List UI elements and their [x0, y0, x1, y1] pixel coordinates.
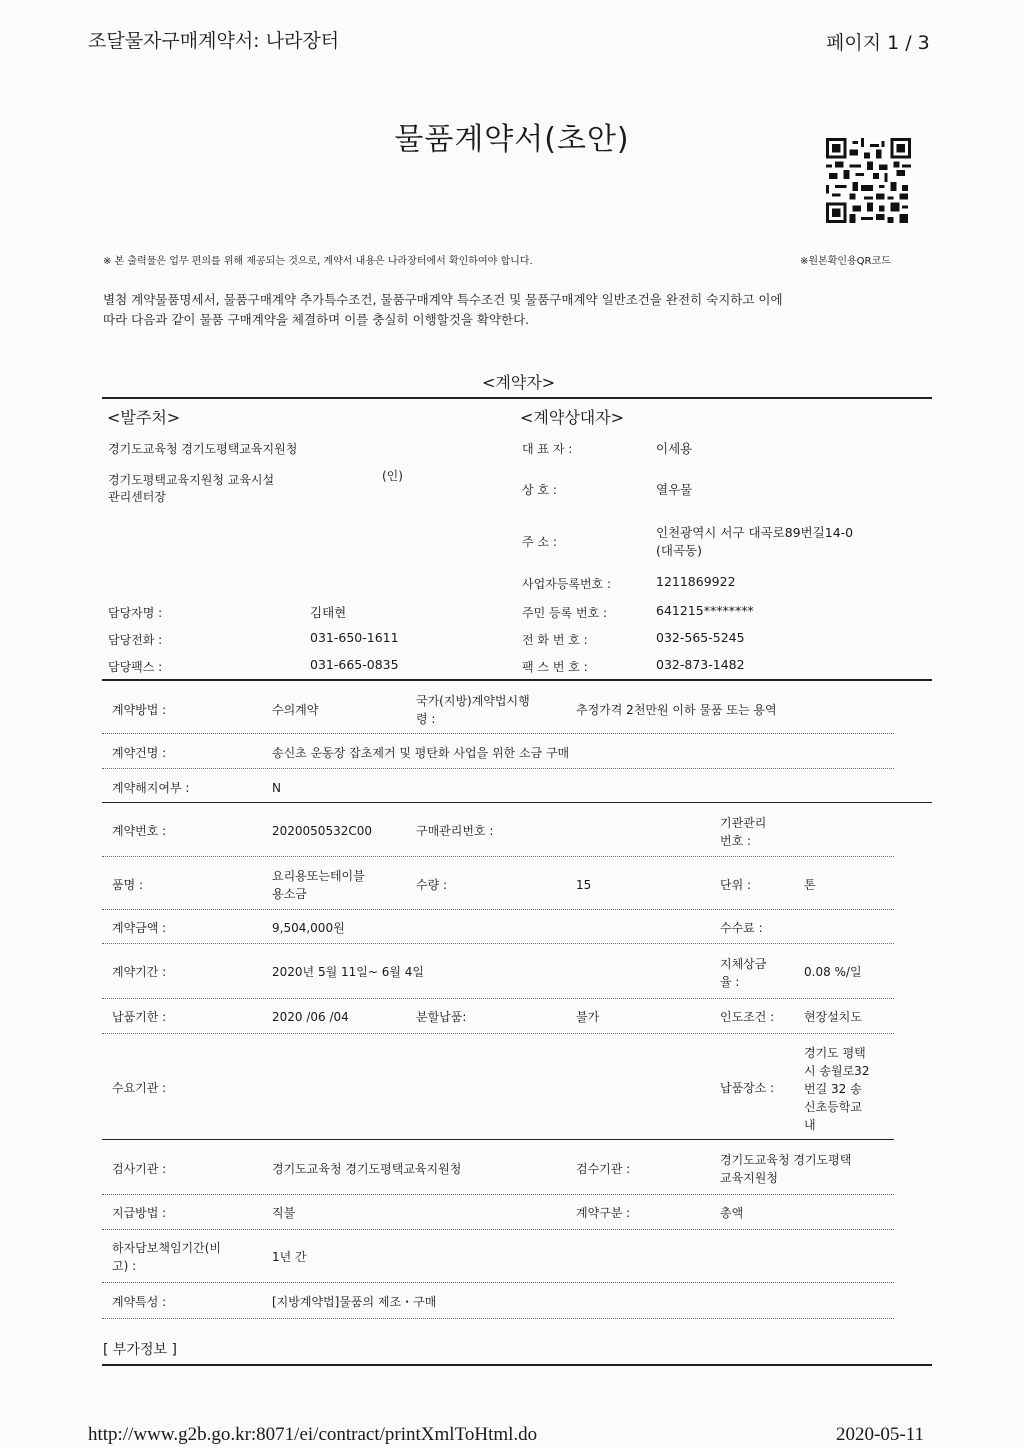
deadline-label: 납품기한 : — [112, 1010, 167, 1024]
fee-label: 수수료 : — [720, 921, 763, 935]
contractor-heading: <계약자> — [482, 373, 556, 392]
amount-label: 계약금액 : — [112, 921, 167, 935]
payment-value: 직불 — [272, 1206, 296, 1220]
inspect-value: 경기도교육청 경기도평택교육지원청 — [272, 1162, 462, 1176]
cp-fax-label: 팩 스 번 호 : — [522, 660, 588, 674]
payment-label: 지급방법 : — [112, 1206, 167, 1220]
receive-value-1: 경기도교육청 경기도평택 — [720, 1153, 852, 1167]
bizno-value: 1211869922 — [656, 574, 736, 589]
cp-phone-label: 전 화 번 호 : — [522, 633, 588, 647]
place-line-2: 시 송월로32 — [804, 1064, 870, 1078]
period-label: 계약기간 : — [112, 965, 167, 979]
warranty-value: 1년 간 — [272, 1250, 307, 1264]
receive-value-2: 교육지원청 — [720, 1171, 778, 1185]
place-line-5: 내 — [804, 1118, 816, 1132]
qr-code — [826, 138, 911, 223]
notice-text: ※ 본 출력물은 업무 편의를 위해 제공되는 것으로, 계약서 내용은 나라장터에서 확인하여야 합니다. — [103, 256, 533, 267]
law-label-2: 령 : — [416, 712, 436, 726]
amount-value: 9,504,000원 — [272, 921, 345, 935]
place-line-4: 신초등학교 — [804, 1100, 862, 1114]
contract-number-value: 2020050532C00 — [272, 824, 372, 838]
orderer-name-line-1: 경기도평택교육지원청 교육시설 — [108, 473, 275, 487]
row-divider — [102, 1033, 894, 1034]
row-divider — [102, 909, 894, 910]
address-line-2: (대곡동) — [656, 543, 702, 558]
agency-no-label-2: 번호 : — [720, 834, 752, 848]
row-divider — [102, 733, 894, 734]
row-divider — [102, 1229, 894, 1230]
split-value: 불가 — [576, 1010, 600, 1024]
manager-fax-value: 031-665-0835 — [310, 657, 399, 672]
manager-phone-value: 031-650-1611 — [310, 630, 399, 645]
item-value-1: 요리용또는테이블 — [272, 869, 365, 883]
demand-label: 수요기관 : — [112, 1081, 167, 1095]
intro-line-1: 별첨 계약물품명세서, 물품구매계약 추가특수조건, 물품구매계약 특수조건 및 물품구매계약 일반조건을 완전히 숙지하고 이에 — [103, 292, 783, 307]
item-value-2: 용소금 — [272, 887, 307, 901]
place-line-3: 번길 32 송 — [804, 1082, 862, 1096]
qty-label: 수량 : — [416, 878, 448, 892]
orderer-org: 경기도교육청 경기도평택교육지원청 — [108, 442, 298, 456]
bizno-label: 사업자등록번호 : — [522, 577, 612, 591]
purchase-no-label: 구매관리번호 : — [416, 824, 494, 838]
row-divider — [102, 768, 894, 769]
termination-value: N — [272, 781, 281, 795]
idno-label: 주민 등록 번호 : — [522, 606, 608, 620]
contract-number-label: 계약번호 : — [112, 824, 167, 838]
manager-fax-label: 담당팩스 : — [108, 660, 163, 674]
receive-label: 검수기관 : — [576, 1162, 631, 1176]
qr-code-icon — [826, 138, 911, 223]
row-divider — [102, 802, 932, 803]
footer-date: 2020-05-11 — [836, 1424, 924, 1445]
contract-name-label: 계약건명 : — [112, 746, 167, 760]
manager-label: 담당자명 : — [108, 606, 163, 620]
rep-label: 대 표 자 : — [522, 442, 573, 456]
document-title: 물품계약서(초안) — [394, 122, 630, 157]
footer-url: http://www.g2b.go.kr:8071/ei/contract/printXmlToHtml.do — [88, 1424, 538, 1445]
cp-phone-value: 032-565-5245 — [656, 630, 745, 645]
counterparty-heading: <계약상대자> — [520, 408, 625, 427]
warranty-label-1: 하자담보책임기간(비 — [112, 1241, 222, 1255]
extra-info-heading: [ 부가정보 ] — [103, 1342, 177, 1358]
qty-value: 15 — [576, 878, 592, 892]
page-number: 페이지 1 / 3 — [826, 32, 930, 54]
delivery-cond-label: 인도조건 : — [720, 1010, 775, 1024]
intro-line-2: 따라 다음과 같이 물품 구매계약을 체결하며 이를 충실히 이행할것을 확약한다. — [103, 312, 530, 327]
item-label: 품명 : — [112, 878, 144, 892]
inspect-label: 검사기관 : — [112, 1162, 167, 1176]
company-label: 상 호 : — [522, 483, 557, 497]
idno-value: 641215******** — [656, 603, 754, 618]
deadline-value: 2020 /06 /04 — [272, 1010, 349, 1024]
method-value: 수의계약 — [272, 703, 319, 717]
divider — [102, 679, 932, 681]
method-label: 계약방법 : — [112, 703, 167, 717]
warranty-label-2: 고) : — [112, 1259, 137, 1273]
print-header-title: 조달물자구매계약서: 나라장터 — [88, 30, 340, 52]
company-value: 열우물 — [656, 482, 693, 497]
feature-value: [지방계약법]물품의 제조・구매 — [272, 1295, 437, 1309]
qr-caption: ※원본확인용QR코드 — [800, 256, 891, 267]
row-divider — [102, 1282, 894, 1283]
delay-label-2: 율 : — [720, 975, 740, 989]
orderer-name-line-2: 관리센터장 — [108, 490, 166, 504]
place-label: 납품장소 : — [720, 1081, 775, 1095]
divider — [102, 397, 932, 399]
feature-label: 계약특성 : — [112, 1295, 167, 1309]
orderer-seal: (인) — [382, 469, 403, 483]
delivery-cond-value: 현장설치도 — [804, 1010, 862, 1024]
cp-fax-value: 032-873-1482 — [656, 657, 745, 672]
delay-label-1: 지체상금 — [720, 957, 767, 971]
type-label: 계약구분 : — [576, 1206, 631, 1220]
orderer-heading: <발주처> — [107, 408, 181, 427]
law-value: 추정가격 2천만원 이하 물품 또는 용역 — [576, 703, 777, 717]
manager-phone-label: 담당전화 : — [108, 633, 163, 647]
type-value: 총액 — [720, 1206, 744, 1220]
row-divider — [102, 1194, 894, 1195]
divider — [102, 1364, 932, 1366]
row-divider — [102, 943, 894, 944]
unit-label: 단위 : — [720, 878, 752, 892]
unit-value: 톤 — [804, 878, 816, 892]
period-value: 2020년 5월 11일~ 6월 4일 — [272, 965, 424, 979]
row-divider — [102, 1318, 894, 1319]
termination-label: 계약해지여부 : — [112, 781, 190, 795]
rep-value: 이세용 — [656, 441, 693, 456]
law-label-1: 국가(지방)계약법시행 — [416, 694, 530, 708]
address-line-1: 인천광역시 서구 대곡로89번길14-0 — [656, 525, 854, 540]
manager-value: 김태현 — [310, 605, 347, 620]
split-label: 분할납품: — [416, 1010, 467, 1024]
address-label: 주 소 : — [522, 535, 557, 549]
delay-value: 0.08 %/일 — [804, 965, 862, 979]
row-divider — [102, 1139, 894, 1140]
agency-no-label-1: 기관관리 — [720, 816, 767, 830]
row-divider — [102, 856, 894, 857]
place-line-1: 경기도 평택 — [804, 1046, 866, 1060]
contract-name-value: 송신초 운동장 잡초제거 및 평탄화 사업을 위한 소금 구매 — [272, 746, 570, 760]
row-divider — [102, 998, 894, 999]
